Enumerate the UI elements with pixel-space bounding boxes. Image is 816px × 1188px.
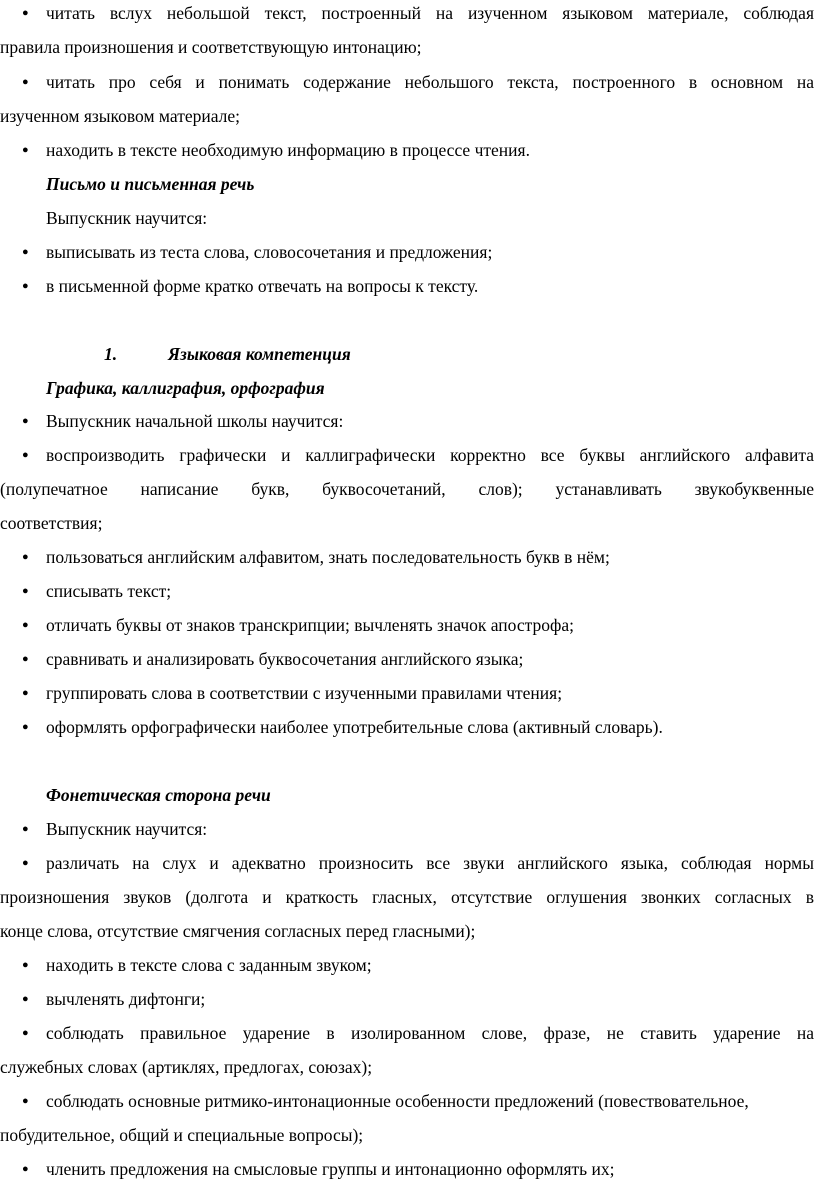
bullet-icon: ● [22,7,29,19]
heading-text: Графика, каллиграфия, орфография [46,378,325,398]
list-item-text: различать на слух и адекватно произносить все звуки английского языка, соблюдая нормы [46,853,814,873]
line-text: служебных словах (артиклях, предлогах, союзах); [0,1057,373,1077]
bullet-icon: ● [22,1095,29,1107]
line-text: Выпускник научится: [46,208,208,228]
list-item-text: находить в тексте слова с заданным звуком; [46,955,372,975]
list-item-text: находить в тексте необходимую информацию в процессе чтения. [46,140,530,160]
bullet-icon: ● [22,246,29,258]
list-item-text: выписывать из теста слова, словосочетания и предложения; [46,242,493,262]
list-item-text: вычленять дифтонги; [46,989,206,1009]
bullet-icon: ● [22,1027,29,1039]
list-item-text: Выпускник начальной школы научится: [46,411,344,431]
line-text: конце слова, отсутствие смягчения согласных перед гласными); [0,921,476,941]
bullet-icon: ● [22,551,29,563]
line-text: правила произношения и соответствующую интонацию; [0,37,422,57]
bullet-icon: ● [22,76,29,88]
bullet-icon: ● [22,619,29,631]
bullet-icon: ● [22,585,29,597]
line-text: соответствия; [0,513,103,533]
bullet-icon: ● [22,823,29,835]
list-item-text: воспроизводить графически и каллиграфически корректно все буквы английского алфавита [46,445,814,465]
list-item-text: в письменной форме кратко отвечать на вопросы к тексту. [46,276,479,296]
list-item-text: списывать текст; [46,581,172,601]
bullet-icon: ● [22,449,29,461]
list-item-text: отличать буквы от знаков транскрипции; вычленять значок апострофа; [46,615,574,635]
bullet-icon: ● [22,280,29,292]
list-item-text: читать вслух небольшой текст, построенный на изученном языковом материале, соблюдая [46,3,814,23]
bullet-icon: ● [22,857,29,869]
bullet-icon: ● [22,993,29,1005]
list-item-text: членить предложения на смысловые группы и интонационно оформлять их; [46,1159,615,1179]
bullet-icon: ● [22,415,29,427]
list-item-text: читать про себя и понимать содержание небольшого текста, построенного в основном на [46,72,814,92]
line-text: (полупечатное написание букв, буквосочетаний, слов); устанавливать звукобуквенные [0,479,814,499]
bullet-icon: ● [22,721,29,733]
heading-number: 1. [104,344,118,364]
list-item-text: сравнивать и анализировать буквосочетания английского языка; [46,649,524,669]
bullet-icon: ● [22,1163,29,1175]
list-item-text: пользоваться английским алфавитом, знать последовательность букв в нём; [46,547,610,567]
bullet-icon: ● [22,144,29,156]
bullet-icon: ● [22,959,29,971]
line-text: побудительное, общий и специальные вопросы); [0,1125,364,1145]
list-item-text: Выпускник научится: [46,819,208,839]
line-text: произношения звуков (долгота и краткость гласных, отсутствие оглушения звонких согласных в [0,887,814,907]
bullet-icon: ● [22,653,29,665]
list-item-text: соблюдать правильное ударение в изолированном слове, фразе, не ставить ударение на [46,1023,814,1043]
heading-text: Письмо и письменная речь [46,174,255,194]
list-item-text: оформлять орфографически наиболее употребительные слова (активный словарь). [46,717,663,737]
line-text: изученном языковом материале; [0,106,241,126]
heading-text: Фонетическая сторона речи [46,785,271,805]
heading-text: Языковая компетенция [168,344,351,364]
list-item-text: группировать слова в соответствии с изученными правилами чтения; [46,683,563,703]
list-item-text: соблюдать основные ритмико-интонационные особенности предложений (повествовательное, [46,1091,749,1111]
bullet-icon: ● [22,687,29,699]
